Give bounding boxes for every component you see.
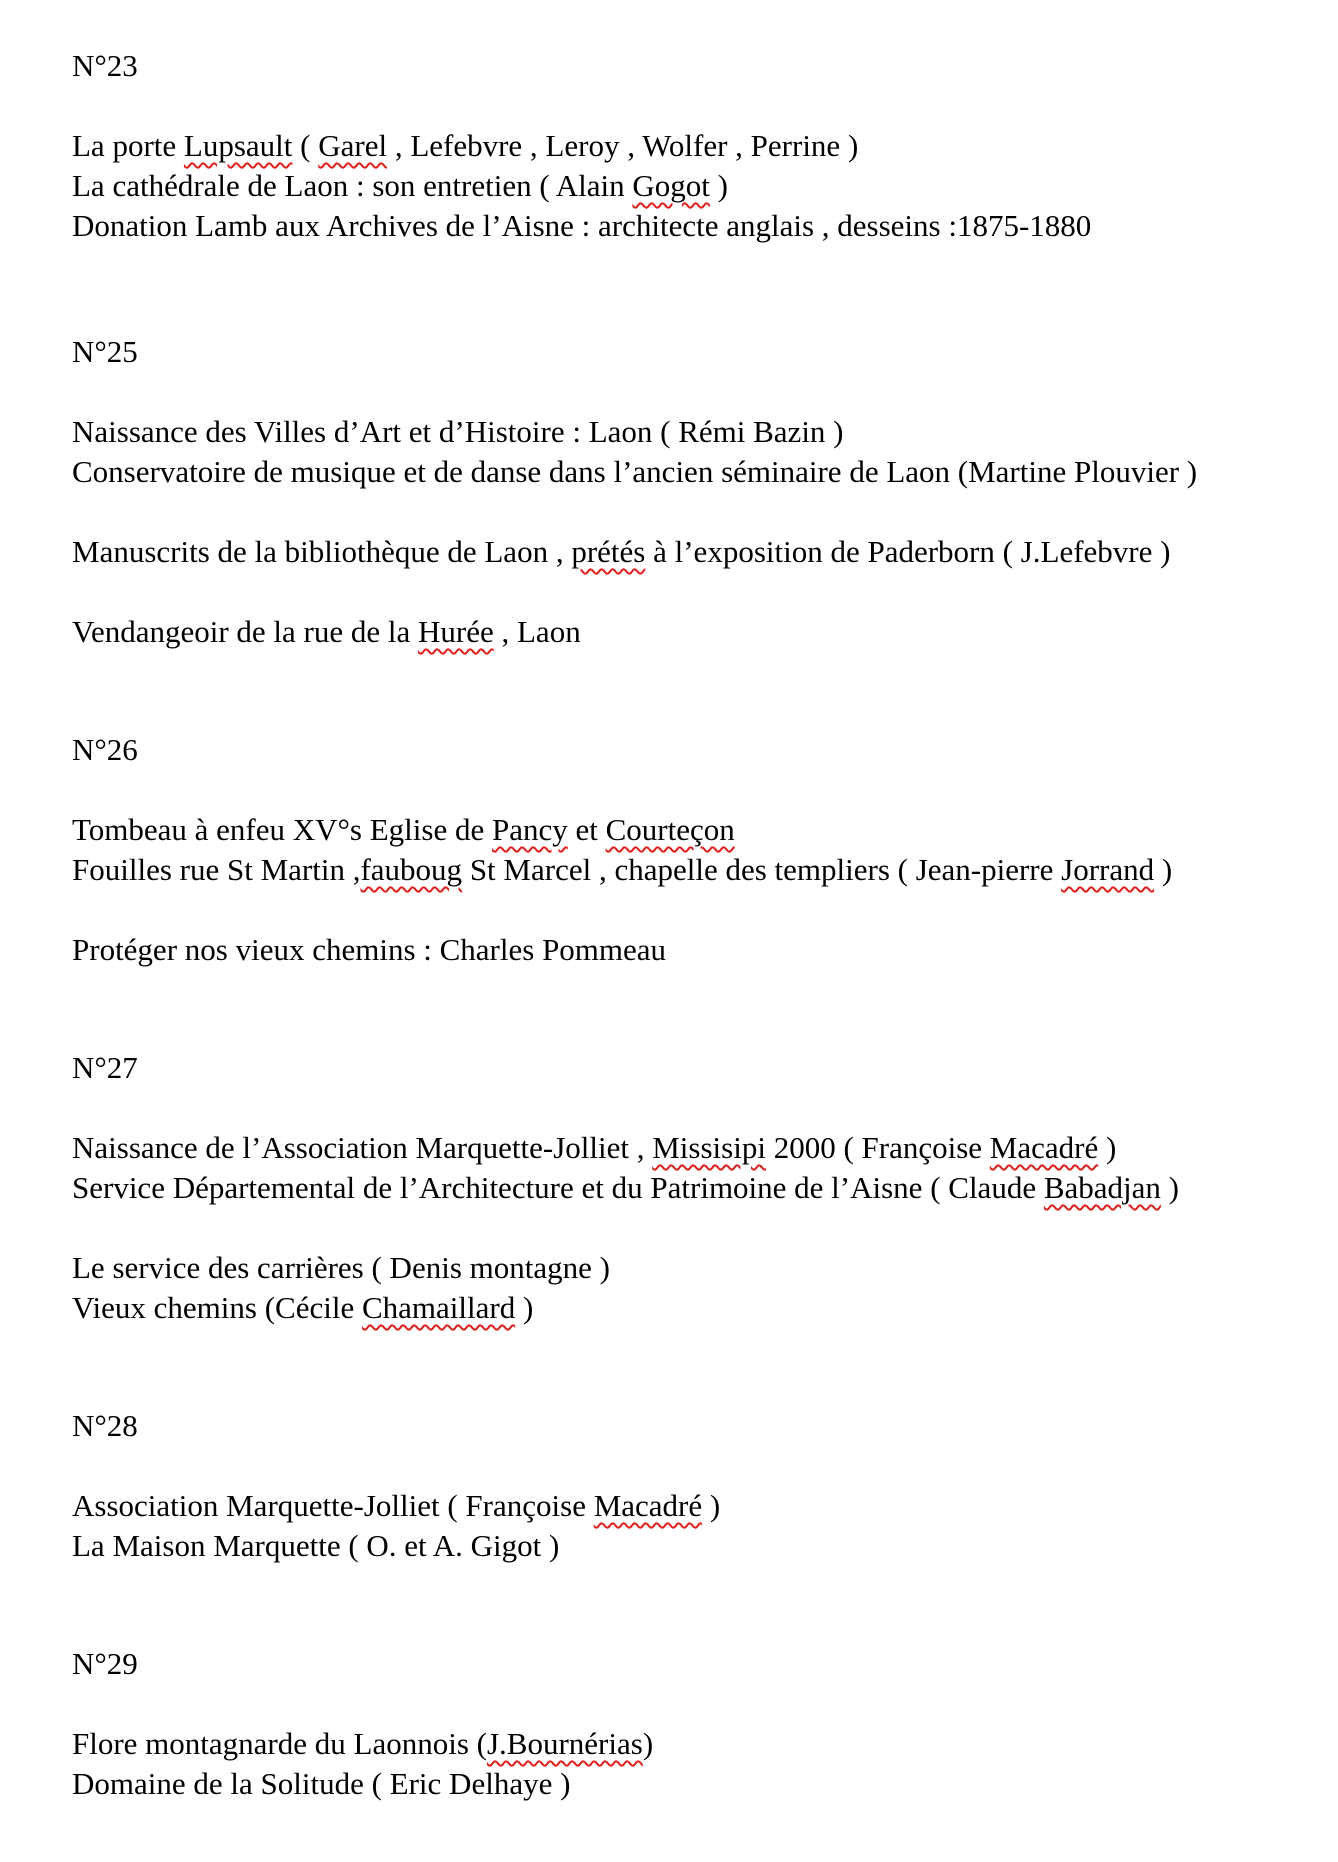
entry-line: Naissance de l’Association Marquette-Jolliet , Missisipi 2000 ( Françoise Macadré ) <box>72 1130 1117 1165</box>
spellcheck-flagged-word: fauboug <box>360 852 463 887</box>
entry-line: Association Marquette-Jolliet ( Françoise Macadré ) <box>72 1488 721 1523</box>
spellcheck-flagged-word: J.Bournérias <box>486 1726 643 1761</box>
entry-line: Conservatoire de musique et de danse dans l’ancien séminaire de Laon (Martine Plouvier ) <box>72 454 1198 489</box>
spellcheck-flagged-word: Courteçon <box>605 812 735 847</box>
spellcheck-flagged-word: prétés <box>571 534 646 569</box>
entry-line: La cathédrale de Laon : son entretien ( Alain Gogot ) <box>72 168 728 203</box>
issue-number: N°25 <box>72 334 138 369</box>
spellcheck-flagged-word: Babadjan <box>1043 1170 1161 1205</box>
spellcheck-flagged-word: Pancy <box>491 812 568 847</box>
entry-line: Manuscrits de la bibliothèque de Laon , prétés à l’exposition de Paderborn ( J.Lefebvre ) <box>72 534 1171 569</box>
section-n25 <box>72 332 1272 652</box>
spellcheck-flagged-word: Gogot <box>632 168 710 203</box>
entry-line: Vieux chemins (Cécile Chamaillard ) <box>72 1290 534 1325</box>
entry-line: Domaine de la Solitude ( Eric Delhaye ) <box>72 1766 571 1801</box>
issue-number: N°29 <box>72 1646 138 1681</box>
entry-line: Vendangeoir de la rue de la Hurée , Laon <box>72 614 581 649</box>
entry-list <box>72 1128 1272 1328</box>
issue-number: N°27 <box>72 1050 138 1085</box>
issue-number: N°23 <box>72 48 138 83</box>
section-n26 <box>72 730 1272 970</box>
entry-list <box>72 412 1272 652</box>
issue-number: N°26 <box>72 732 138 767</box>
spellcheck-flagged-word: Jorrand <box>1061 852 1155 887</box>
spellcheck-flagged-word: Hurée <box>418 614 494 649</box>
spellcheck-flagged-word: Garel <box>318 128 388 163</box>
spellcheck-flagged-word: Macadré <box>593 1488 703 1523</box>
entry-line: Le service des carrières ( Denis montagne ) <box>72 1250 610 1285</box>
issue-number: N°28 <box>72 1408 138 1443</box>
entry-line: Donation Lamb aux Archives de l’Aisne : architecte anglais , desseins :1875-1880 <box>72 208 1092 243</box>
entry-line: Flore montagnarde du Laonnois (J.Bournérias) <box>72 1726 654 1761</box>
section-n28 <box>72 1406 1272 1566</box>
entry-line: Fouilles rue St Martin ,fauboug St Marcel , chapelle des templiers ( Jean-pierre Jorrand ) <box>72 852 1173 887</box>
entry-line: La Maison Marquette ( O. et A. Gigot ) <box>72 1528 560 1563</box>
section-n27 <box>72 1048 1272 1328</box>
entry-list <box>72 1486 1272 1566</box>
spellcheck-flagged-word: Lupsault <box>183 128 293 163</box>
section-n23 <box>72 46 1272 246</box>
entry-line: La porte Lupsault ( Garel , Lefebvre , Leroy , Wolfer , Perrine ) <box>72 128 859 163</box>
entry-list <box>72 810 1272 970</box>
spellcheck-flagged-word: Missisipi <box>652 1130 766 1165</box>
entry-list <box>72 126 1272 246</box>
entry-line: Naissance des Villes d’Art et d’Histoire : Laon ( Rémi Bazin ) <box>72 414 844 449</box>
entry-line: Service Départemental de l’Architecture et du Patrimoine de l’Aisne ( Claude Babadjan ) <box>72 1170 1179 1205</box>
spellcheck-flagged-word: Macadré <box>989 1130 1099 1165</box>
entry-list <box>72 1724 1272 1804</box>
section-n29 <box>72 1644 1272 1804</box>
spellcheck-flagged-word: Chamaillard <box>361 1290 516 1325</box>
entry-line: Tombeau à enfeu XV°s Eglise de Pancy et Courteçon <box>72 812 735 847</box>
entry-line: Protéger nos vieux chemins : Charles Pommeau <box>72 932 667 967</box>
